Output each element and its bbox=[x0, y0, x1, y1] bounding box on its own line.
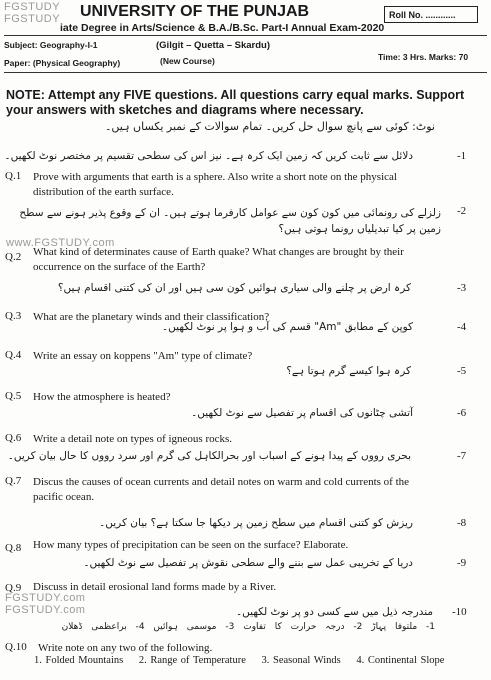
course-label: (New Course) bbox=[160, 56, 215, 66]
watermark-mid: FGSTUDY.com bbox=[5, 604, 86, 616]
header-rule bbox=[4, 72, 487, 73]
question-text: What are the planetary winds and their classification? bbox=[33, 311, 270, 323]
university-title: UNIVERSITY OF THE PUNJAB bbox=[80, 3, 310, 20]
question-urdu-number: -1 bbox=[457, 150, 467, 162]
question-urdu-number: -3 bbox=[457, 282, 467, 294]
watermark-top: FGSTUDY bbox=[4, 1, 61, 13]
question-text: Write an essay on koppens "Am" type of climate? bbox=[33, 350, 253, 362]
question-number: Q.4 bbox=[5, 349, 22, 361]
watermark-mid: www.FGSTUDY.com bbox=[6, 237, 115, 249]
question-urdu: مندرجہ ذیل میں سے کسی دو پر نوٹ لکھیں۔ bbox=[236, 606, 433, 618]
watermark-top: FGSTUDY bbox=[4, 13, 61, 25]
subject-label: Subject: Geography-I-1 bbox=[4, 40, 98, 50]
question-number: Q.10 bbox=[5, 641, 27, 653]
question-urdu-number: -4 bbox=[457, 321, 467, 333]
question-urdu-number: -8 bbox=[457, 517, 467, 529]
option-urdu: 2- درجہ حرارت کا تفاوت bbox=[243, 622, 363, 632]
question-urdu-number: -5 bbox=[457, 365, 467, 377]
question-number: Q.6 bbox=[5, 432, 22, 444]
region-label: (Gilgit – Quetta – Skardu) bbox=[156, 40, 271, 51]
header-rule bbox=[4, 35, 487, 36]
instructions-note-urdu: نوٹ: کوئی سے پانچ سوال حل کریں۔ تمام سوالات کے نمبر یکساں ہیں۔ bbox=[104, 120, 435, 133]
question-urdu: زلزلے کی رونمائی میں کون کون سے عوامل کارفرما ہوتے ہیں۔ ان کے وقوع پذیر ہونے سے سطح زمین پر کیا تبدیلیاں رونما ہوتی ہیں؟ bbox=[19, 207, 441, 235]
question-urdu: کرہ ارض پر چلنے والی سیاری ہوائیں کون سی ہیں اور ان کی کتنی اقسام ہیں؟ bbox=[57, 282, 411, 294]
question-number: Q.9 bbox=[5, 582, 22, 594]
options-list bbox=[34, 655, 444, 666]
question-urdu: کرہ ہوا کیسے گرم ہوتا ہے؟ bbox=[286, 365, 411, 377]
question-number: Q.1 bbox=[5, 170, 22, 182]
options-urdu bbox=[62, 622, 435, 632]
question-number: Q.5 bbox=[5, 390, 22, 402]
question-urdu-number: -9 bbox=[457, 557, 467, 569]
question-text: Write note on any two of the following. bbox=[38, 642, 213, 654]
question-text: How the atmosphere is heated? bbox=[33, 391, 171, 403]
question-urdu: بحری رووں کے پیدا ہونے کے اسباب اور بحرالکاہل کی گرم اور سرد رووں کا حال بیان کریں۔ bbox=[7, 450, 411, 462]
option-urdu: 1- ملتوفا پہاڑ bbox=[371, 622, 435, 632]
question-text: What kind of determinates cause of Earth quake? What changes are brought by their occurrence on the surface of the Earth? bbox=[33, 246, 404, 273]
question-urdu: دریا کے تخریبی عمل سے بننے والے سطحی نقوش پر تفصیل سے نوٹ لکھیں۔ bbox=[83, 557, 413, 569]
question-urdu: آتشی چٹانوں کی اقسام پر تفصیل سے نوٹ لکھیں۔ bbox=[191, 407, 413, 419]
option-urdu: 4- براعظمی ڈھلان bbox=[61, 622, 145, 632]
question-urdu-number: -2 bbox=[457, 205, 467, 217]
instructions-note: NOTE: Attempt any FIVE questions. All questions carry equal marks. Support your answers with sketches and diagrams where necessary. bbox=[6, 88, 465, 117]
roll-number-box: Roll No. ............ bbox=[384, 6, 478, 23]
option-item: 2. Range of Temperature bbox=[138, 655, 246, 666]
question-text: Discus the causes of ocean currents and detail notes on warm and cold currents of the pacific ocean. bbox=[33, 476, 410, 503]
question-text: Write a detail note on types of igneous rocks. bbox=[33, 433, 233, 445]
option-item: 4. Continental Slope bbox=[356, 655, 445, 666]
question-text: Prove with arguments that earth is a sphere. Also write a short note on the physical distribution of the earth surface. bbox=[33, 171, 397, 198]
question-urdu: ریزش کو کتنی اقسام میں سطح زمین پر دیکھا جا سکتا ہے؟ بیان کریں۔ bbox=[99, 517, 413, 529]
watermark-mid: FGSTUDY.com bbox=[5, 592, 86, 604]
option-item: 3. Seasonal Winds bbox=[261, 655, 341, 666]
question-urdu: کوپن کے مطابق "Am" قسم کی آب و ہوا پر نوٹ لکھیں۔ bbox=[162, 321, 413, 333]
time-marks: Time: 3 Hrs. Marks: 70 bbox=[378, 52, 469, 62]
exam-line: iate Degree in Arts/Science & B.A./B.Sc. Part-I Annual Exam-2020 bbox=[60, 22, 385, 34]
question-number: Q.8 bbox=[5, 542, 22, 554]
question-number: Q.7 bbox=[5, 475, 22, 487]
question-text: How many types of precipitation can be seen on the surface? Elaborate. bbox=[33, 539, 349, 551]
question-urdu-number: -10 bbox=[452, 606, 467, 618]
question-number: Q.2 bbox=[5, 251, 22, 263]
question-urdu-number: -6 bbox=[457, 407, 467, 419]
paper-label: Paper: (Physical Geography) bbox=[4, 58, 121, 68]
question-text: Discuss in detail erosional land forms made by a River. bbox=[33, 581, 277, 593]
option-urdu: 3- موسمی ہوائیں bbox=[153, 622, 235, 632]
question-urdu-number: -7 bbox=[457, 450, 467, 462]
question-number: Q.3 bbox=[5, 310, 22, 322]
question-urdu: دلائل سے ثابت کریں کہ زمین ایک کرہ ہے۔ نیز اس کی سطحی تقسیم پر مختصر نوٹ لکھیں۔ bbox=[4, 150, 413, 162]
option-item: 1. Folded Mountains bbox=[34, 655, 124, 666]
